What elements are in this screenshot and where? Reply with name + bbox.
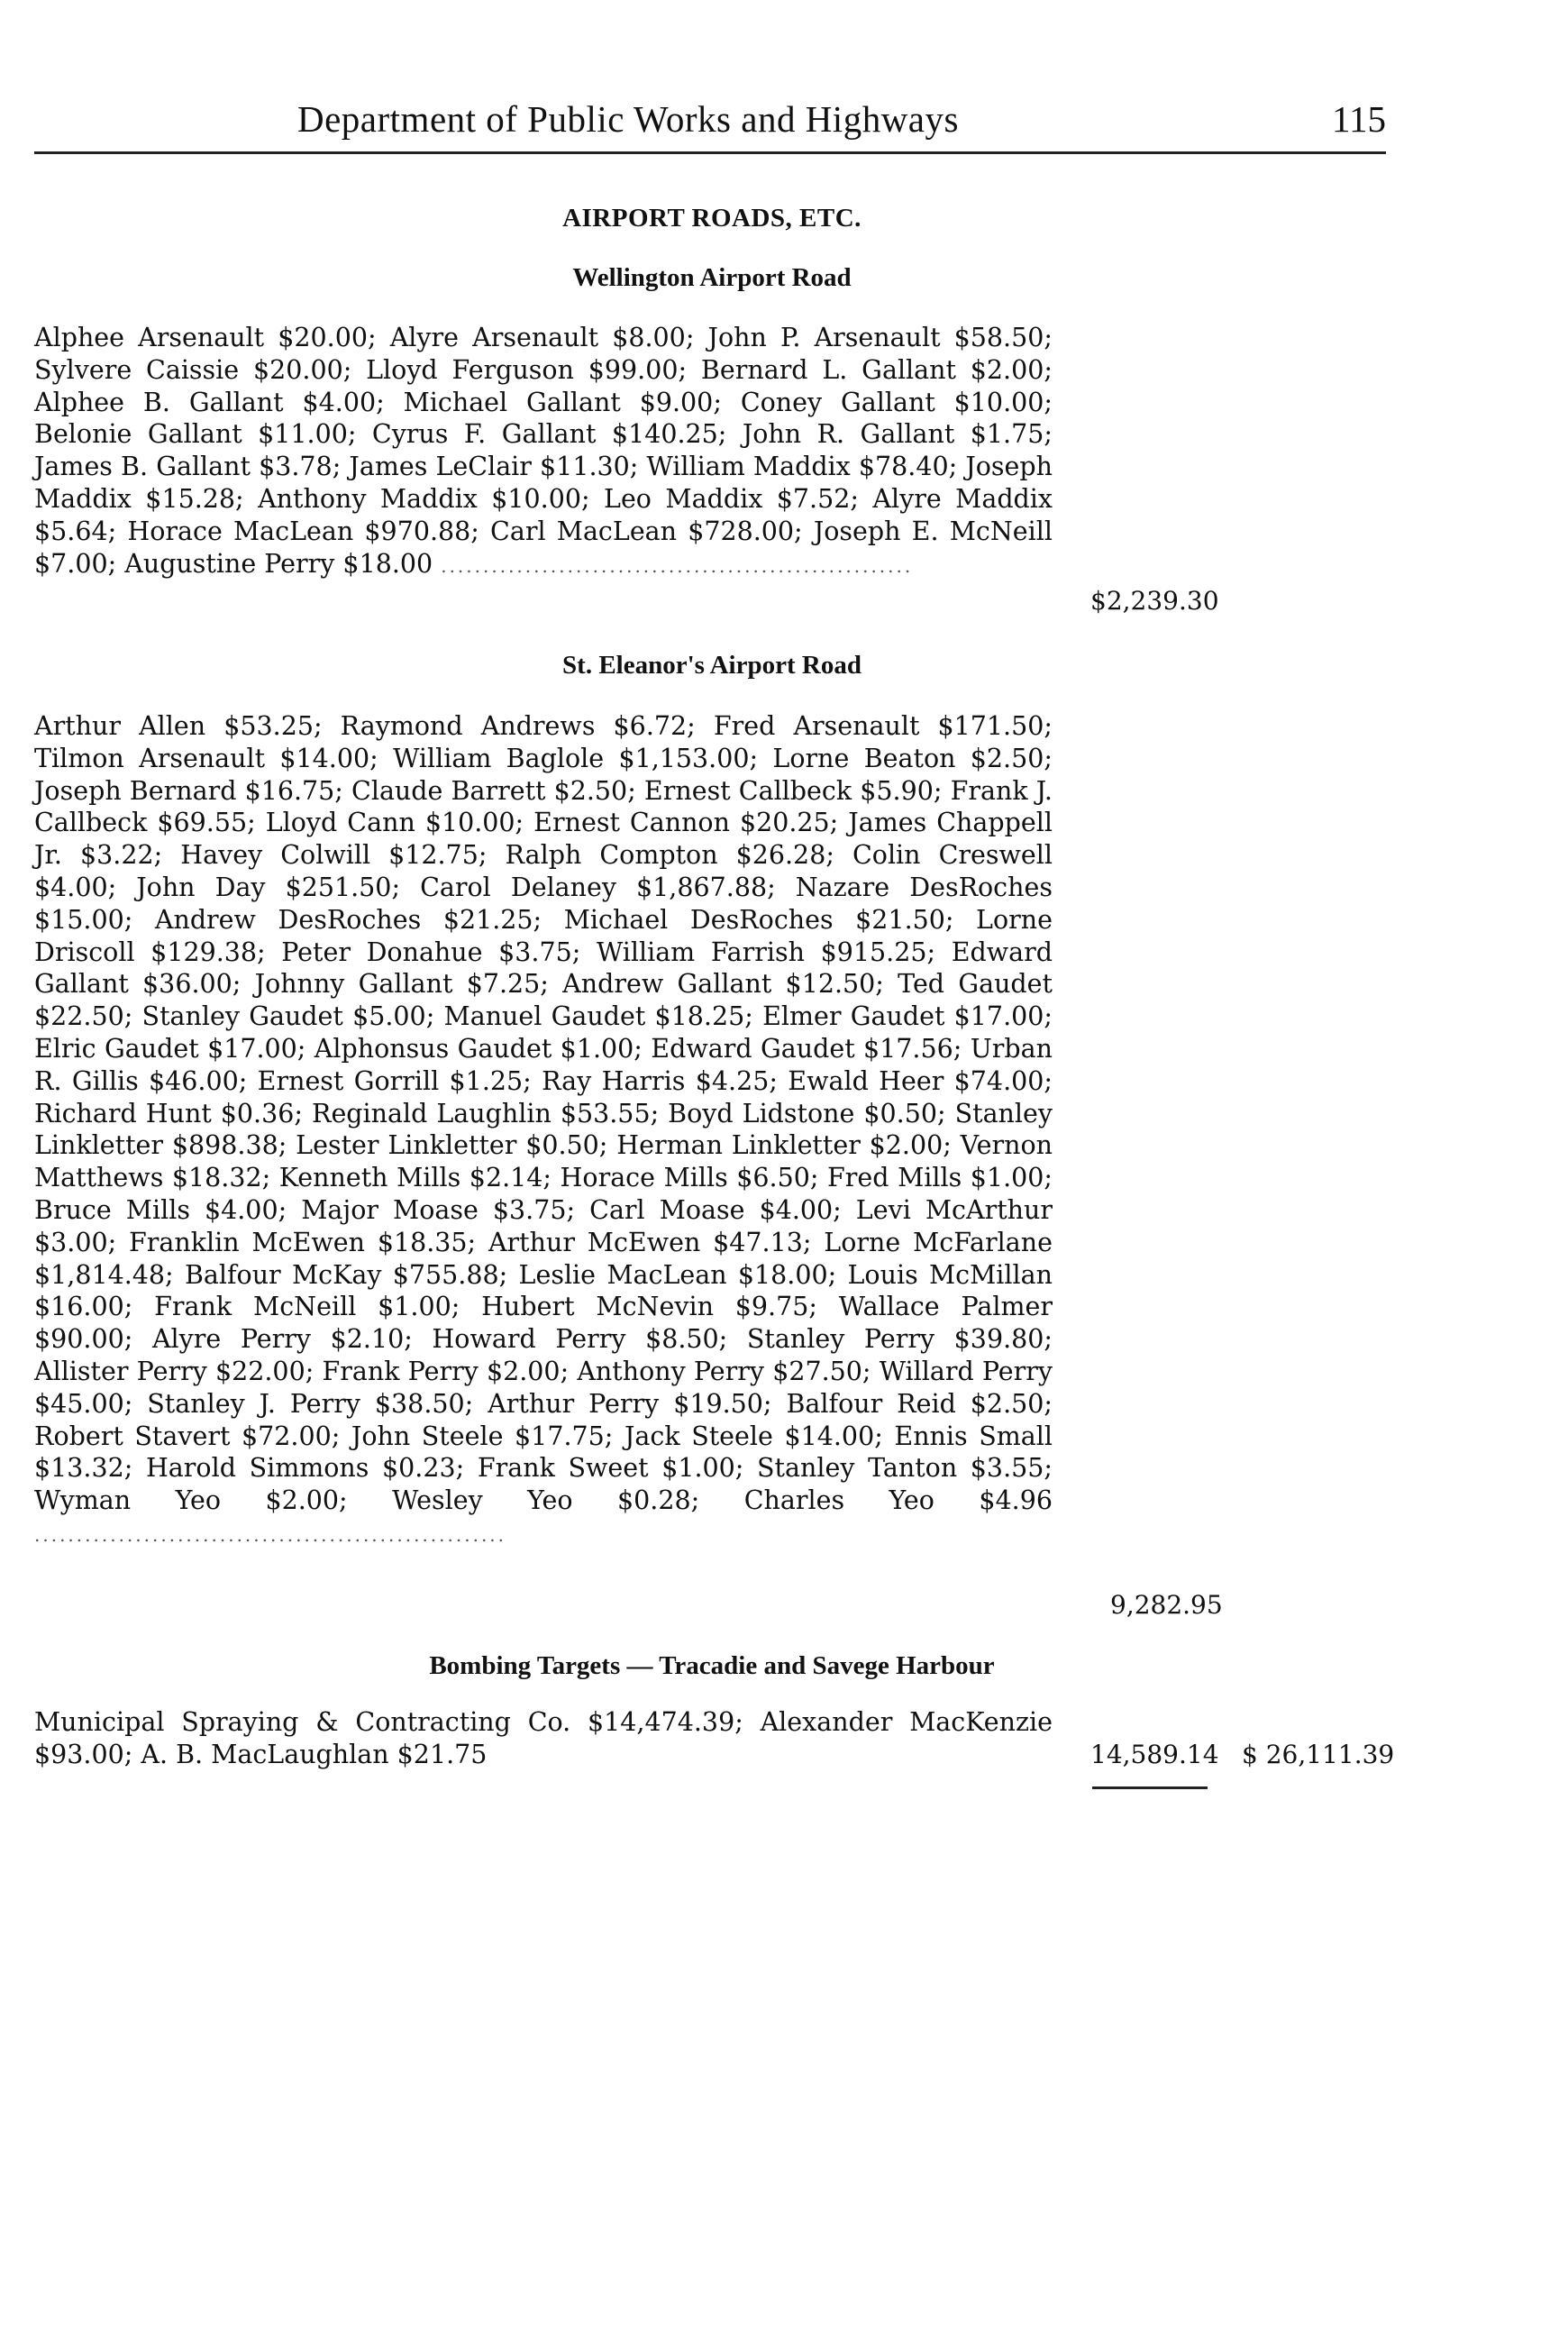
header-rule [34, 151, 1386, 154]
subheading-bombing-targets: Bombing Targets — Tracadie and Savege Harbour [429, 1651, 995, 1680]
grand-total: $ 26,111.39 [1242, 1740, 1395, 1769]
subtotal-bombing-targets: 14,589.14 [1090, 1740, 1219, 1769]
payment-text: Alphee Arsenault $20.00; Alyre Arsenault $8.00; John P. Arsenault $58.50; Sylvere Caissie $20.00; Lloyd Ferguson $99.00; Bernard L. Gallant $2.00; Alphee B. Gallant $4.00; Michael Gallant $9.00; Coney Gallant $10.00; Belonie Gallant $11.00; Cyrus F. Gallant $140.25; John R. Gallant $1.75; James B. Gallant $3.78; James LeClair $11.30; William Maddix $78.40; Joseph Maddix $15.28; Anthony Maddix $10.00; Leo Maddix $7.52; Alyre Maddix $5.64; Horace MacLean $970.88; Carl MacLean $728.00; Joseph E. McNeill $7.00; Augustine Perry $18.00 [34, 323, 1053, 579]
running-head-title: Department of Public Works and Highways [297, 98, 959, 140]
subtotal-st-eleanors: 9,282.95 [1110, 1590, 1223, 1620]
payment-list-bombing-targets [34, 1706, 1053, 1771]
section-title: AIRPORT ROADS, ETC. [562, 204, 861, 233]
leader-dots: ........................................................ [34, 1523, 507, 1546]
payment-text: Municipal Spraying & Contracting Co. $14,474.39; Alexander MacKenzie $93.00; A. B. MacLaughlan $21.75 [34, 1707, 1053, 1769]
subtotal-wellington: $2,239.30 [1090, 586, 1219, 616]
subtotal-rule [1092, 1786, 1208, 1789]
payment-text: Arthur Allen $53.25; Raymond Andrews $6.72; Fred Arsenault $171.50; Tilmon Arsenault $14.00; William Baglole $1,153.00; Lorne Beaton $2.50; Joseph Bernard $16.75; Claude Barrett $2.50; Ernest Callbeck $5.90; Frank J. Callbeck $69.55; Lloyd Cann $10.00; Ernest Cannon $20.25; James Chappell Jr. $3.22; Havey Colwill $12.75; Ralph Compton $26.28; Colin Creswell $4.00; John Day $251.50; Carol Delaney $1,867.88; Nazare DesRoches $15.00; Andrew DesRoches $21.25; Michael DesRoches $21.50; Lorne Driscoll $129.38; Peter Donahue $3.75; William Farrish $915.25; Edward Gallant $36.00; Johnny Gallant $7.25; Andrew Gallant $12.50; Ted Gaudet $22.50; Stanley Gaudet $5.00; Manuel Gaudet $18.25; Elmer Gaudet $17.00; Elric Gaudet $17.00; Alphonsus Gaudet $1.00; Edward Gaudet $17.56; Urban R. Gillis $46.00; Ernest Gorrill $1.25; Ray Harris $4.25; Ewald Heer $74.00; Richard Hunt $0.36; Reginald Laughlin $53.55; Boyd Lidstone $0.50; Stanley Linkletter $898.38; Lester Linkletter $0.50; Herman Linkletter $2.00; Vernon Matthews $18.32; Kenneth Mills $2.14; Horace Mills $6.50; Fred Mills $1.00; Bruce Mills $4.00; Major Moase $3.75; Carl Moase $4.00; Levi McArthur $3.00; Franklin McEwen $18.35; Arthur McEwen $47.13; Lorne McFarlane $1,814.48; Balfour McKay $755.88; Leslie MacLean $18.00; Louis McMillan $16.00; Frank McNeill $1.00; Hubert McNevin $9.75; Wallace Palmer $90.00; Alyre Perry $2.10; Howard Perry $8.50; Stanley Perry $39.80; Allister Perry $22.00; Frank Perry $2.00; Anthony Perry $27.50; Willard Perry $45.00; Stanley J. Perry $38.50; Arthur Perry $19.50; Balfour Reid $2.50; Robert Stavert $72.00; John Steele $17.75; Jack Steele $14.00; Ennis Small $13.32; Harold Simmons $0.23; Frank Sweet $1.00; Stanley Tanton $3.55; Wyman Yeo $2.00; Wesley Yeo $0.28; Charles Yeo $4.96 [34, 711, 1053, 1516]
page-number: 115 [1332, 98, 1386, 140]
subheading-wellington: Wellington Airport Road [572, 263, 852, 292]
payment-list-wellington [34, 322, 1053, 582]
subheading-st-eleanors: St. Eleanor's Airport Road [562, 651, 861, 680]
payment-list-st-eleanors [34, 710, 1053, 1552]
leader-dots: ........................................................ [441, 554, 914, 577]
